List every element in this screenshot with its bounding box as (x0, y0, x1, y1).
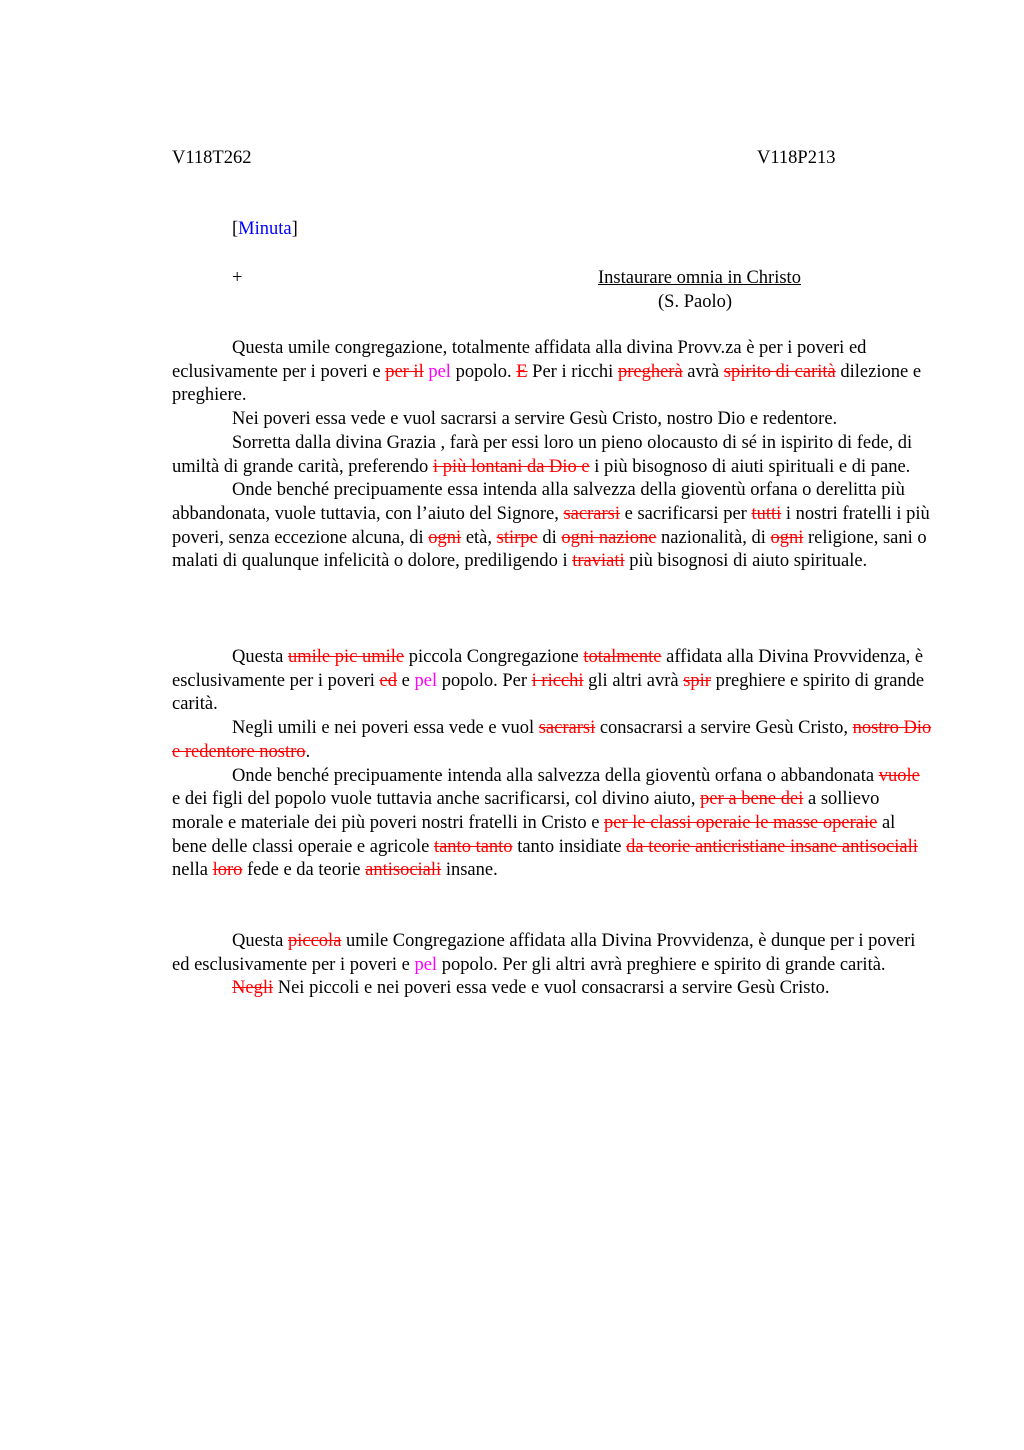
deleted-text: pregherà (617, 361, 683, 382)
deleted-text: tanto tanto (433, 836, 513, 857)
text-run: tanto insidiate (512, 836, 627, 857)
deleted-text: spir (683, 670, 711, 691)
text-run: età, (461, 527, 497, 548)
deleted-text: ogni (428, 527, 462, 548)
text-run: affidata alla Divina Provvidenza, è esclusivamente per i poveri (172, 647, 924, 691)
minuta-open-bracket: [ (232, 219, 239, 239)
text-run: fede e da teorie (242, 860, 366, 881)
text-run: e (397, 670, 415, 691)
text-run: preghiere e spirito di grande carità. (172, 670, 925, 715)
text-run: al bene delle classi operaie e agricole (172, 812, 896, 857)
deleted-text: da teorie anticristiane insane antisociali (626, 836, 918, 857)
motto-text: Instaurare omnia in Christo (598, 268, 801, 288)
deleted-text: Negli (232, 978, 274, 999)
deleted-text: i più lontani da Dio e (432, 456, 590, 477)
text-run: Onde benché precipuamente essa intenda alla salvezza della gioventù orfana o derelitta più abbandonata, vuole tuttavia, con l’aiuto del Signore, (172, 480, 905, 524)
text-run: Questa (232, 647, 288, 667)
text-run: di (537, 527, 562, 548)
text-run: Nei poveri essa vede e vuol sacrarsi a servire Gesù Cristo, nostro Dio e redentore. (232, 409, 838, 430)
deleted-text: per le classi operaie le masse operaie (604, 812, 878, 833)
cross-symbol: + (232, 268, 243, 288)
deleted-text: E (516, 361, 528, 382)
text-run: popolo. Per (437, 670, 532, 691)
text-run: Per i ricchi (527, 361, 618, 382)
minuta-label (232, 217, 298, 241)
deleted-text: ogni nazione (561, 527, 657, 548)
text-run: religione, sani o malati di qualunque infelicità o dolore, prediligendo i (172, 527, 927, 572)
deleted-text: loro (212, 860, 243, 881)
paragraph (172, 977, 932, 1001)
deleted-text: spirito di carità (723, 361, 836, 382)
inserted-text: pel (414, 954, 438, 975)
text-run: Nei piccoli e nei poveri essa vede e vuol consacrarsi a servire Gesù Cristo. (273, 978, 830, 999)
text-run: Onde benché precipuamente intenda alla salvezza della gioventù orfana o abbandonata (232, 765, 879, 786)
paragraph (172, 930, 932, 977)
header-right-code: V118P213 (757, 148, 836, 168)
text-run: piccola Congregazione (404, 647, 584, 667)
deleted-text: totalmente (583, 647, 662, 667)
text-run: popolo. Per gli altri avrà preghiere e spirito di grande carità. (437, 954, 886, 975)
text-run: e dei figli del popolo vuole tuttavia anche sacrificarsi, col divino aiuto, (172, 789, 701, 810)
paragraph (172, 646, 932, 717)
deleted-text: antisociali (365, 860, 442, 881)
section-1 (172, 337, 932, 574)
deleted-text: umile pic umile (288, 647, 405, 667)
deleted-text: per a bene dei (700, 789, 804, 810)
text-run: . (305, 741, 311, 762)
deleted-text: sacrarsi (563, 503, 620, 524)
deleted-text: i ricchi (531, 670, 584, 691)
deleted-text: vuole (878, 765, 920, 786)
minuta-text: Minuta (238, 219, 292, 239)
text-run: nella (172, 860, 213, 881)
text-run: e sacrificarsi per (619, 503, 752, 524)
paragraph (172, 765, 932, 884)
text-run: i più bisognoso di aiuti spirituali e di pane. (589, 456, 911, 477)
paragraph (172, 432, 932, 479)
text-run: Questa (232, 931, 288, 951)
text-run: consacrarsi a servire Gesù Cristo, (595, 718, 853, 739)
deleted-text: per il (385, 361, 424, 382)
text-run: avrà (682, 361, 724, 382)
text-run: più bisognosi di aiuto spirituale. (624, 551, 868, 572)
text-run: i nostri fratelli i più poveri, senza eccezione alcuna, di (172, 503, 930, 548)
deleted-text: ogni (770, 527, 804, 548)
section-2 (172, 646, 932, 883)
deleted-text: sacrarsi (538, 718, 596, 739)
deleted-text: ed (379, 670, 398, 691)
text-run: Questa umile congregazione, totalmente affidata alla divina Provv.za è per i poveri ed eclusivamente per i poveri e (172, 338, 867, 382)
paragraph (172, 337, 932, 408)
deleted-text: stirpe (496, 527, 538, 548)
text-run: insane. (441, 860, 498, 881)
text-run: a sollievo morale e materiale dei più poveri nostri fratelli in Cristo e (172, 789, 880, 833)
text-run: nazionalità, di (656, 527, 771, 548)
text-run: Sorretta dalla divina Grazia , farà per essi loro un pieno olocausto di sé in ispirito di fede, di umiltà di grande carità, preferendo (172, 432, 913, 477)
header-left-code: V118T262 (172, 148, 252, 168)
text-run: dilezione e preghiere. (172, 361, 922, 406)
motto-source: (S. Paolo) (658, 292, 732, 312)
deleted-text: tutti (751, 503, 782, 524)
paragraph (172, 479, 932, 574)
deleted-text: piccola (288, 931, 342, 951)
text-run: gli altri avrà (583, 670, 684, 691)
deleted-text: traviati (572, 551, 625, 572)
deleted-text: nostro Dio e redentore nostro (172, 718, 932, 762)
text-run: popolo. (450, 361, 517, 382)
minuta-close-bracket: ] (291, 219, 298, 239)
inserted-text: pel (414, 670, 438, 691)
text-run: Negli umili e nei poveri essa vede e vuol (232, 718, 539, 739)
text-run: umile Congregazione affidata alla Divina Provvidenza, è dunque per i poveri ed esclusivamente per i poveri e (172, 931, 916, 975)
section-3 (172, 930, 932, 1001)
inserted-text: pel (428, 361, 451, 382)
paragraph (172, 717, 932, 764)
paragraph (172, 408, 932, 432)
